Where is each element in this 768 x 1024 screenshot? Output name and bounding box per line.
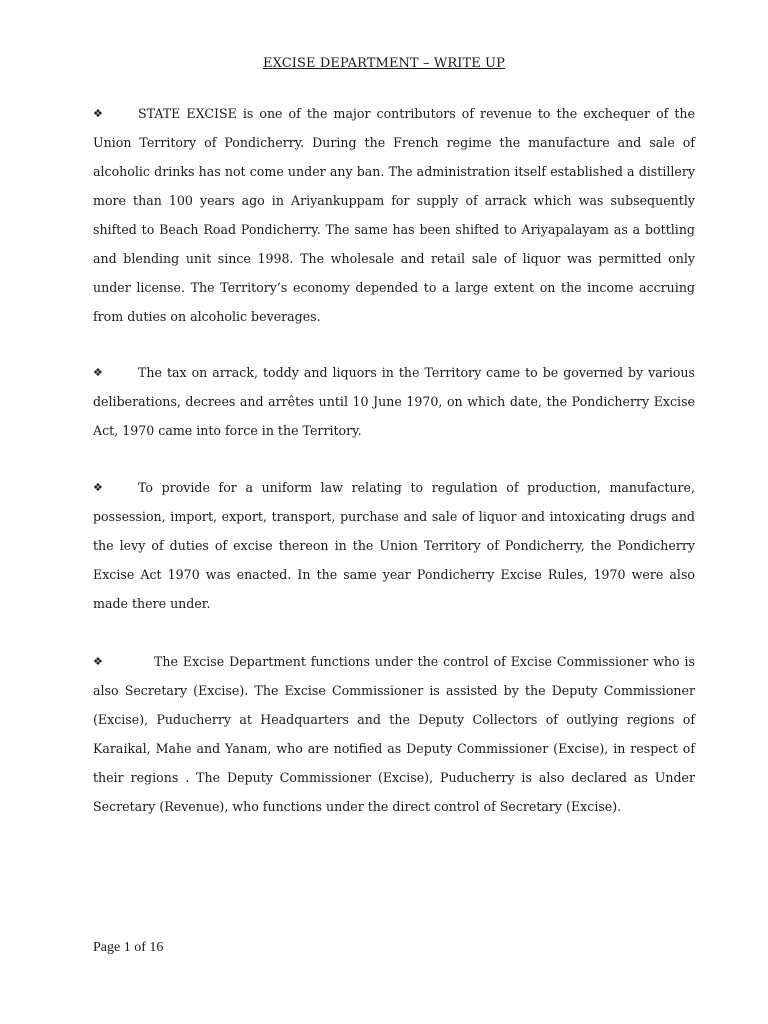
diamond-bullet-icon: ❖ (93, 655, 103, 668)
diamond-bullet-icon: ❖ (93, 481, 103, 494)
page-number: Page 1 of 16 (93, 940, 164, 955)
paragraph-uniform-law (93, 473, 695, 618)
diamond-bullet-icon: ❖ (93, 107, 103, 120)
paragraph-text: STATE EXCISE is one of the major contributors of revenue to the exchequer of the Union Territory of Pondicherry. During the French regime the manufacture and sale of alcoholic drinks has not come under any ban. The administration itself established a distillery more than 100 years ago in Ariyankuppam for supply of arrack which was subsequently shifted to Beach Road Pondicherry. The same has been shifted to Ariyapalayam as a bottling and blending unit since 1998. The wholesale and retail sale of liquor was permitted only under license. The Territory’s economy depended to a large extent on the income accruing from duties on alcoholic beverages. (93, 106, 695, 324)
paragraph-department-functions (93, 647, 695, 821)
paragraph-tax-history (93, 358, 695, 445)
diamond-bullet-icon: ❖ (93, 366, 103, 379)
paragraph-text: To provide for a uniform law relating to regulation of production, manufacture, possession, import, export, transport, purchase and sale of liquor and intoxicating drugs and the levy of duties of excise thereon in the Union Territory of Pondicherry, the Pondicherry Excise Act 1970 was enacted. In the same year Pondicherry Excise Rules, 1970 were also made there under. (93, 480, 695, 611)
paragraph-text: The Excise Department functions under the control of Excise Commissioner who is also Secretary (Excise). The Excise Commissioner is assisted by the Deputy Commissioner (Excise), Puducherry at Headquarters and the Deputy Collectors of outlying regions of Karaikal, Mahe and Yanam, who are notified as Deputy Commissioner (Excise), in respect of their regions . The Deputy Commissioner (Excise), Puducherry is also declared as Under Secretary (Revenue), who functions under the direct control of Secretary (Excise). (93, 654, 695, 814)
paragraph-state-excise (93, 99, 695, 331)
document-title: EXCISE DEPARTMENT – WRITE UP (263, 56, 505, 71)
paragraph-text: The tax on arrack, toddy and liquors in the Territory came to be governed by various deliberations, decrees and arrêtes until 10 June 1970, on which date, the Pondicherry Excise Act, 1970 came into force in the Territory. (93, 365, 695, 438)
